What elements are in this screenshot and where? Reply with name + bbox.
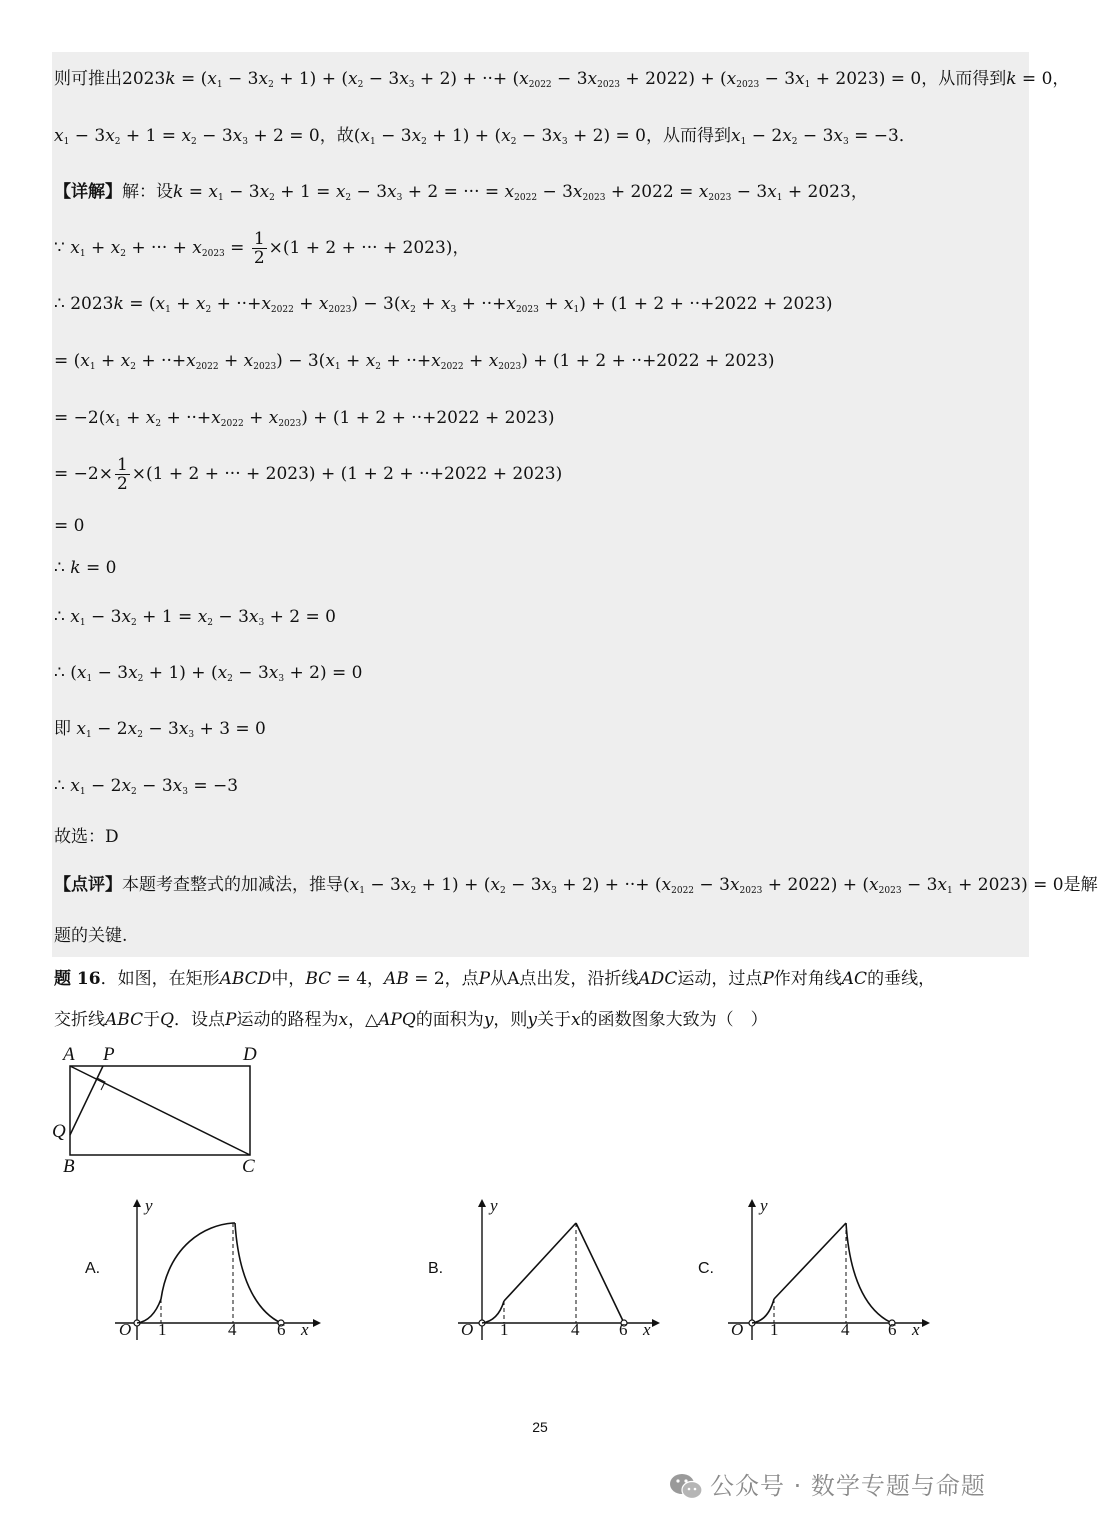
option-c-graph[interactable] [698, 1195, 938, 1355]
option-b-graph[interactable] [428, 1195, 668, 1355]
label-d: D [243, 1044, 257, 1065]
wechat-icon [668, 1472, 704, 1502]
option-c-tick-6: 6 [888, 1320, 897, 1339]
option-a-graph[interactable] [85, 1195, 325, 1355]
option-a-y-label: y [145, 1196, 153, 1215]
solution-line-8: = −2× $\frac{1}{2}$ ×(1 + 2 + ··· + 2023) + (1 + 2 + ··+2022 + 2023) [54, 455, 563, 494]
comment-line: 【点评】本题考查整式的加减法，推导$(x_1 - 3x_2 + 1) + (x_2 - 3x_3 + 2)$ + ··+ $(x_{2022} - 3x_{2023} + 2022) + (x_{2023} - 3x_1 + 2023) = 0$是解 [54, 875, 1098, 896]
option-c-x-label: x [912, 1320, 920, 1339]
page-number: 25 [532, 1419, 548, 1435]
option-b-tick-4: 4 [571, 1320, 580, 1339]
solution-line-12: ∴ $(x_1 - 3x_2 + 1) + (x_2 - 3x_3 + 2) = 0$ [54, 663, 363, 684]
option-a-tick-1: 1 [158, 1320, 167, 1339]
solution-line-1: 则可推出$2023k = (x_1 - 3x_2 + 1) + (x_2 - 3x_3 + 2)$ + ··+ $(x_{2022} - 3x_{2023} + 2022) + (x_{2023} - 3x_1 + 2023) = 0$，从而得到k = 0， [54, 69, 1070, 90]
label-p: P [103, 1044, 115, 1065]
label-b: B [63, 1156, 75, 1177]
label-a: A [63, 1044, 75, 1065]
question-16-line-1: 题 16．如图，在矩形ABCD中，BC = 4，AB = 2，点P从A点出发，沿折线ADC运动，过点P作对角线AC的垂线， [54, 969, 936, 989]
option-b-x-label: x [643, 1320, 651, 1339]
final-choice: 故选：D [54, 827, 119, 847]
solution-line-14: ∴ $x_1 - 2x_2 - 3x_3 = -3$ [54, 776, 239, 797]
option-b-letter: B. [428, 1260, 444, 1277]
solution-line-13: 即 $x_1 - 2x_2 - 3x_3 + 3 = 0$ [54, 719, 266, 740]
solution-line-9: = 0 [54, 516, 85, 536]
option-c-tick-4: 4 [841, 1320, 850, 1339]
solution-detail-line: 【详解】解：设$k = x_1 - 3x_2 + 1 = x_2 - 3x_3 + 2$ = ··· = $x_{2022} - 3x_{2023} + 2022 = x_{2023} - 3x_1 + 2023$， [54, 182, 868, 203]
question-16-line-2: 交折线ABC于Q．设点P运动的路程为x，△APQ的面积为y，则y关于x的函数图象大致为（ ） [54, 1010, 768, 1030]
option-a-letter: A. [85, 1260, 101, 1277]
option-c-origin: O [731, 1320, 744, 1339]
solution-line-5: ∴ $2023k = (x_1 + x_2 + \cdot\cdot+x_{2022} + x_{2023}) - 3(x_2 + x_3 + \cdot\cdot+x_{2023} + x_1) + (1 + 2 + \cdot\cdot+2022 + 2023)$ [54, 294, 833, 315]
solution-line-6: = $(x_1 + x_2 + \cdot\cdot+x_{2022} + x_{2023}) - 3(x_1 + x_2 + \cdot\cdot+x_{2022} + x_{2023}) + (1 + 2 + \cdot\cdot+2022 + 2023)$ [54, 351, 775, 372]
watermark [668, 1466, 986, 1502]
option-b-origin: O [461, 1320, 474, 1339]
label-q: Q [52, 1121, 66, 1142]
option-a-x-label: x [301, 1320, 309, 1339]
option-b-tick-6: 6 [619, 1320, 628, 1339]
solution-line-4: ∵ $x_1 + x_2$ + ··· + $x_{2023}$ = $\frac{1}{2}$ ×(1 + 2 + ··· + 2023)， [54, 229, 470, 268]
option-c-y-label: y [760, 1196, 768, 1215]
segment-pq [70, 1066, 103, 1135]
option-c-tick-1: 1 [770, 1320, 779, 1339]
option-a-tick-6: 6 [277, 1320, 286, 1339]
option-a-tick-4: 4 [228, 1320, 237, 1339]
solution-line-7: = $-2(x_1 + x_2 + \cdot\cdot+x_{2022} + x_{2023}) + (1 + 2 + \cdot\cdot+2022 + 2023)$ [54, 408, 555, 429]
label-c: C [242, 1156, 255, 1177]
option-b-y-label: y [490, 1196, 498, 1215]
comment-tail: 题的关键. [54, 926, 128, 946]
option-a-origin: O [119, 1320, 132, 1339]
watermark-text: 公众号 · 数学专题与命题 [710, 1472, 986, 1500]
solution-line-2: $x_1 - 3x_2 + 1 = x_2 - 3x_3 + 2 = 0$，故$(x_1 - 3x_2 + 1) + (x_2 - 3x_3 + 2) = 0$，从而得到$x_1 - 2x_2 - 3x_3 = -3$． [54, 126, 916, 147]
solution-line-11: ∴ $x_1 - 3x_2 + 1 = x_2 - 3x_3 + 2 = 0$ [54, 607, 336, 628]
rectangle-figure [50, 1045, 280, 1180]
solution-line-10: ∴ k = 0 [54, 558, 117, 578]
option-b-tick-1: 1 [500, 1320, 509, 1339]
option-c-letter: C. [698, 1260, 714, 1277]
